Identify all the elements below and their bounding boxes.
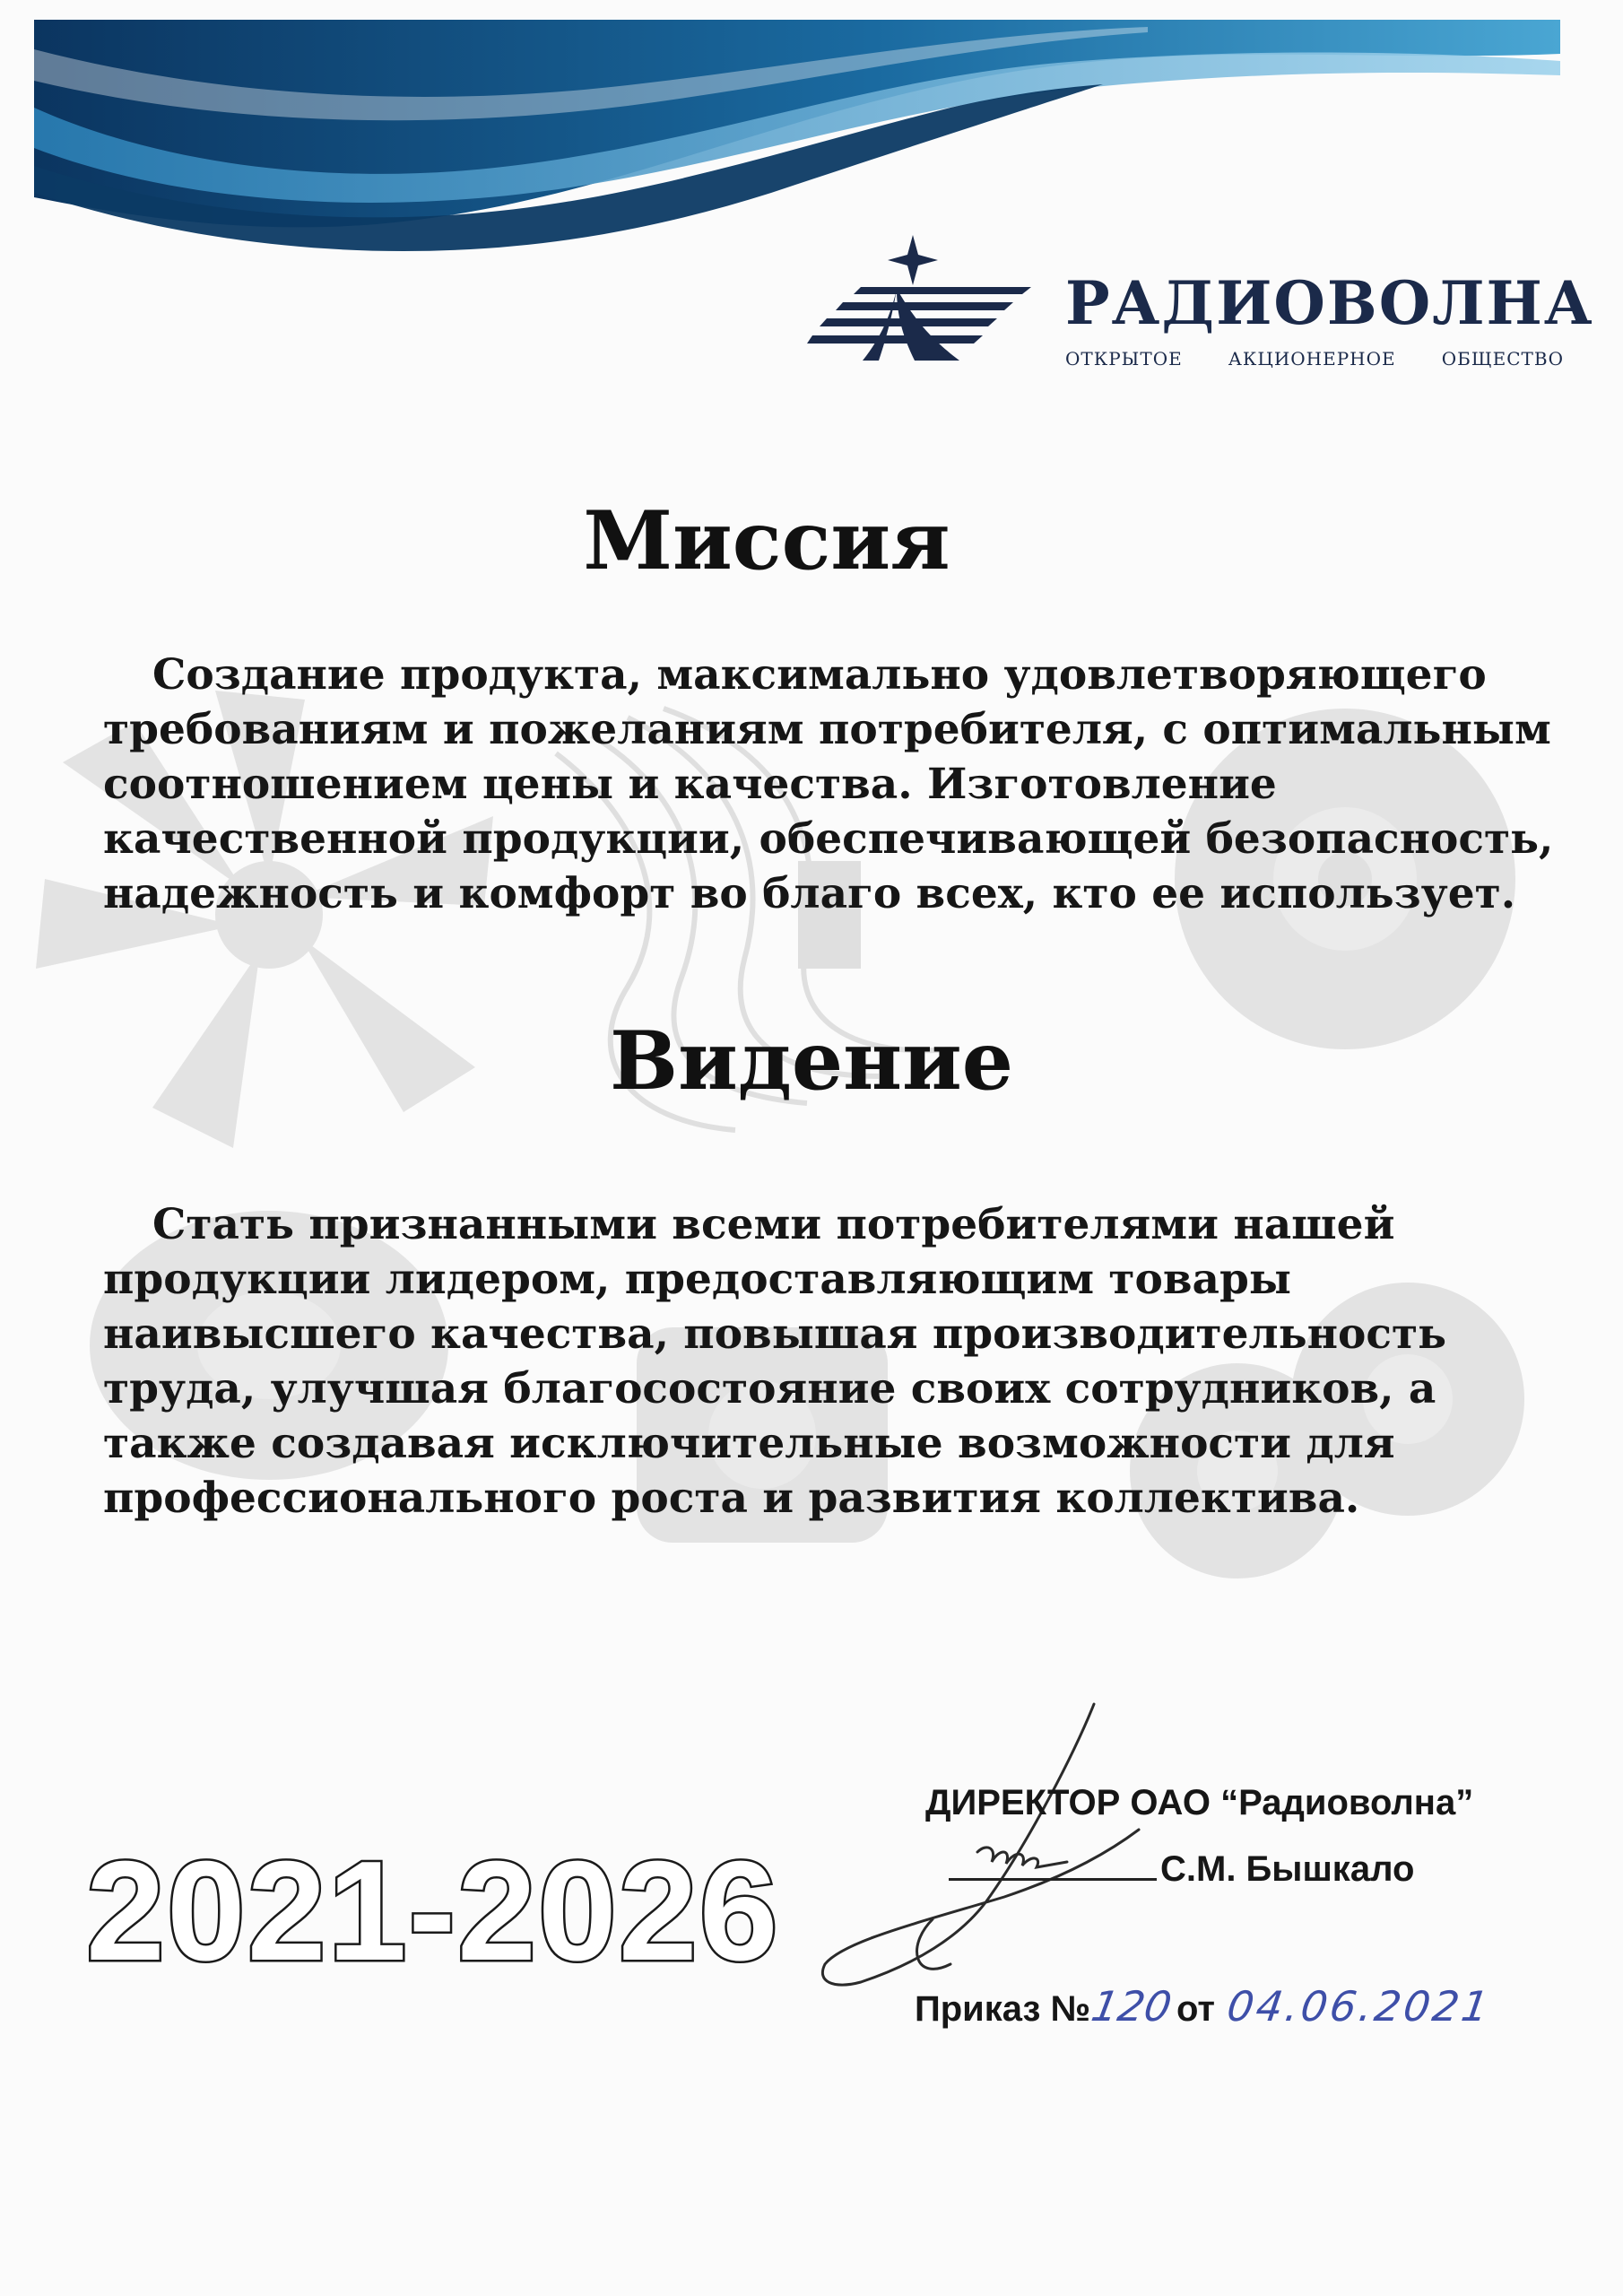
mission-line: соотношением цены и качества. Изготовление [103, 760, 1277, 809]
vision-text [103, 1197, 1520, 1526]
company-legal-form-word: ОТКРЫТОЕ [1065, 348, 1183, 370]
vision-line: профессионального роста и развития коллектива. [103, 1474, 1360, 1523]
order-reference [915, 1982, 1495, 2031]
company-legal-form-word: АКЦИОНЕРНОЕ [1228, 348, 1396, 370]
company-legal-form [1065, 348, 1564, 370]
vision-heading: Видение [610, 1013, 1013, 1109]
mission-text [103, 648, 1554, 921]
order-date-prefix: от [1176, 1989, 1215, 2029]
mission-line: требованиям и пожеланиям потребителя, с оптимальным [103, 705, 1551, 754]
order-date: 04.06.2021 [1224, 1982, 1495, 2031]
order-number: 120 [1088, 1982, 1176, 2031]
director-name: С.М. Бышкало [1160, 1849, 1415, 1889]
mission-heading: Миссия [583, 493, 950, 588]
vision-line: труда, улучшая благосостояние своих сотрудников, а [103, 1364, 1436, 1413]
company-legal-form-word: ОБЩЕСТВО [1441, 348, 1564, 370]
mission-line: Создание продукта, максимально удовлетворяющего [152, 650, 1487, 700]
director-title: ДИРЕКТОР ОАО “Радиоволна” [925, 1783, 1474, 1822]
vision-line: также создавая исключительные возможности для [103, 1419, 1395, 1468]
vision-line: Стать признанными всеми потребителями нашей [152, 1200, 1395, 1249]
mission-line: надежность и комфорт во благо всех, кто ее использует. [103, 869, 1516, 918]
company-logo-icon [807, 235, 1049, 370]
signature-line [949, 1846, 1157, 1881]
period-years: 2021-2026 [86, 1832, 780, 1990]
order-prefix: Приказ № [915, 1989, 1091, 2029]
mission-line: качественной продукции, обеспечивающей безопасность, [103, 814, 1554, 864]
company-name: РАДИОВОЛНА [1065, 268, 1594, 338]
director-name-row [949, 1846, 1414, 1890]
vision-line: продукции лидером, предоставляющим товары [103, 1255, 1291, 1304]
vision-line: наивысшего качества, повышая производительность [103, 1309, 1446, 1359]
